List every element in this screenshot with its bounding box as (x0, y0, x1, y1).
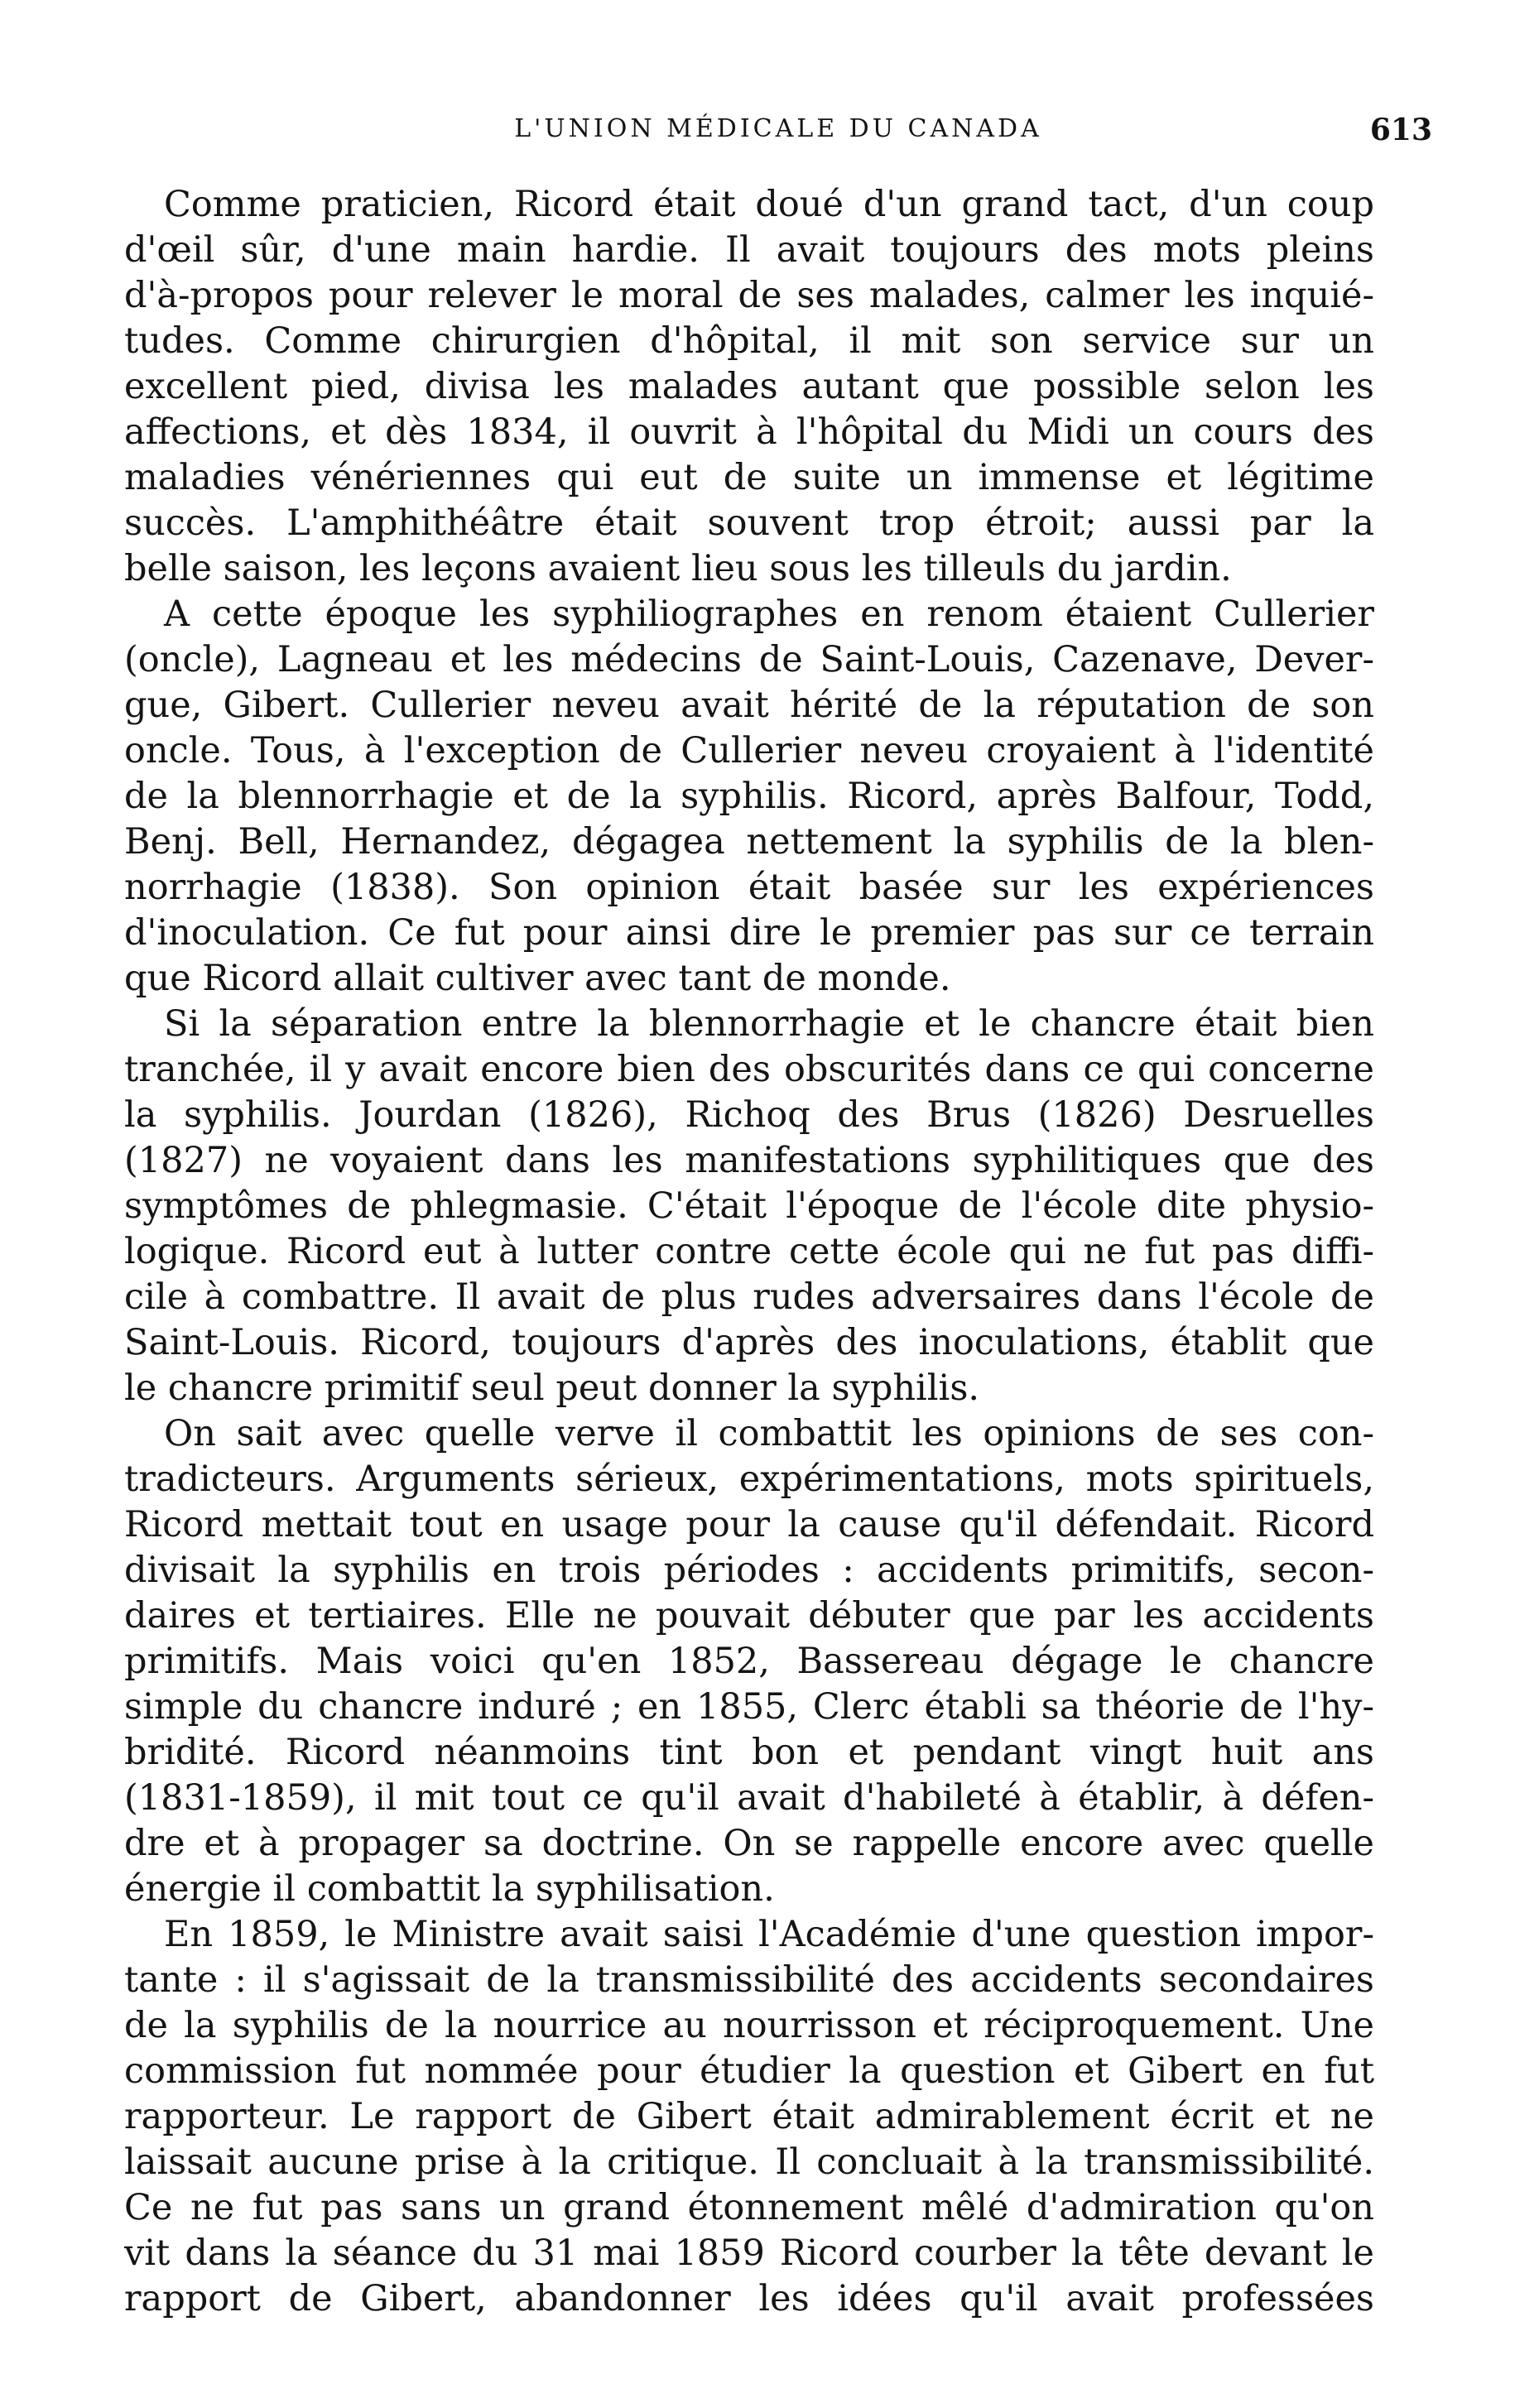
text-line: rapporteur. Le rapport de Gibert était admirablement écrit et ne (124, 2096, 1374, 2137)
text-line: de la blennorrhagie et de la syphilis. Ricord, après Balfour, Todd, (124, 776, 1374, 817)
text-line: énergie il combattit la syphilisation. (124, 1868, 775, 1910)
text-line: Comme praticien, Ricord était doué d'un grand tact, d'un coup (164, 184, 1374, 225)
text-line: symptômes de phlegmasie. C'était l'époque de l'école dite physio- (124, 1185, 1374, 1227)
text-line: le chancre primitif seul peut donner la syphilis. (124, 1367, 980, 1409)
text-line: (1827) ne voyaient dans les manifestations syphilitiques que des (124, 1140, 1374, 1181)
text-line: On sait avec quelle verve il combattit les opinions de ses con- (164, 1413, 1374, 1454)
page-number: 613 (1369, 113, 1432, 147)
text-line: tante : il s'agissait de la transmissibilité des accidents secondaires (124, 1959, 1374, 2001)
text-line: (oncle), Lagneau et les médecins de Saint-Louis, Cazenave, Dever- (124, 639, 1374, 680)
text-line: En 1859, le Ministre avait saisi l'Académie d'une question impor- (164, 1914, 1374, 1955)
text-line: logique. Ricord eut à lutter contre cette école qui ne fut pas diffi- (124, 1231, 1374, 1272)
text-line: maladies vénériennes qui eut de suite un immense et légitime (124, 457, 1374, 498)
text-line: A cette époque les syphiliographes en renom étaient Cullerier (164, 594, 1374, 635)
text-line: norrhagie (1838). Son opinion était basée sur les expériences (124, 867, 1374, 908)
text-line: commission fut nommée pour étudier la question et Gibert en fut (124, 2050, 1374, 2092)
text-line: succès. L'amphithéâtre était souvent trop étroit; aussi par la (124, 502, 1374, 544)
text-line: tradicteurs. Arguments sérieux, expérimentations, mots spirituels, (124, 1459, 1374, 1500)
text-line: dre et à propager sa doctrine. On se rappelle encore avec quelle (124, 1823, 1374, 1864)
text-line: primitifs. Mais voici qu'en 1852, Bassereau dégage le chancre (124, 1641, 1374, 1682)
text-line: excellent pied, divisa les malades autant que possible selon les (124, 366, 1374, 407)
text-line: tranchée, il y avait encore bien des obscurités dans ce qui concerne (124, 1049, 1374, 1090)
article-body (124, 182, 1374, 2322)
text-line: Si la séparation entre la blennorrhagie et le chancre était bien (164, 1003, 1374, 1045)
text-line: vit dans la séance du 31 mai 1859 Ricord courber la tête devant le (124, 2233, 1374, 2274)
text-line: Benj. Bell, Hernandez, dégagea nettement la syphilis de la blen- (124, 821, 1374, 863)
running-head (124, 114, 1432, 156)
text-line: d'œil sûr, d'une main hardie. Il avait toujours des mots pleins (124, 229, 1374, 271)
text-line: simple du chancre induré ; en 1855, Clerc établi sa théorie de l'hy- (124, 1686, 1374, 1728)
text-line: cile à combattre. Il avait de plus rudes adversaires dans l'école de (124, 1276, 1374, 1318)
text-line: bridité. Ricord néanmoins tint bon et pendant vingt huit ans (124, 1732, 1374, 1773)
text-line: gue, Gibert. Cullerier neveu avait hérité de la réputation de son (124, 685, 1374, 726)
text-line: divisait la syphilis en trois périodes : accidents primitifs, secon- (124, 1550, 1374, 1591)
text-line: oncle. Tous, à l'exception de Cullerier neveu croyaient à l'identité (124, 730, 1374, 771)
text-line: laissait aucune prise à la critique. Il concluait à la transmissibilité. (124, 2141, 1374, 2183)
text-line: la syphilis. Jourdan (1826), Richoq des Brus (1826) Desruelles (124, 1094, 1374, 1136)
text-line: Saint-Louis. Ricord, toujours d'après des inoculations, établit que (124, 1322, 1374, 1363)
text-line: belle saison, les leçons avaient lieu sous les tilleuls du jardin. (124, 548, 1232, 589)
text-line: de la syphilis de la nourrice au nourrisson et réciproquement. Une (124, 2005, 1374, 2046)
text-line: tudes. Comme chirurgien d'hôpital, il mit son service sur un (124, 320, 1374, 362)
text-line: d'inoculation. Ce fut pour ainsi dire le premier pas sur ce terrain (124, 912, 1374, 954)
text-line: rapport de Gibert, abandonner les idées qu'il avait professées (124, 2278, 1374, 2319)
text-line: que Ricord allait cultiver avec tant de monde. (124, 958, 951, 999)
text-line: affections, et dès 1834, il ouvrit à l'hôpital du Midi un cours des (124, 411, 1374, 453)
text-line: (1831-1859), il mit tout ce qu'il avait d'habileté à établir, à défen- (124, 1777, 1374, 1819)
journal-title: L'UNION MÉDICALE DU CANADA (514, 114, 1042, 143)
text-line: Ricord mettait tout en usage pour la cause qu'il défendait. Ricord (124, 1504, 1374, 1545)
text-line: d'à-propos pour relever le moral de ses malades, calmer les inquié- (124, 275, 1374, 316)
text-line: Ce ne fut pas sans un grand étonnement mêlé d'admiration qu'on (124, 2187, 1374, 2228)
text-line: daires et tertiaires. Elle ne pouvait débuter que par les accidents (124, 1595, 1374, 1637)
